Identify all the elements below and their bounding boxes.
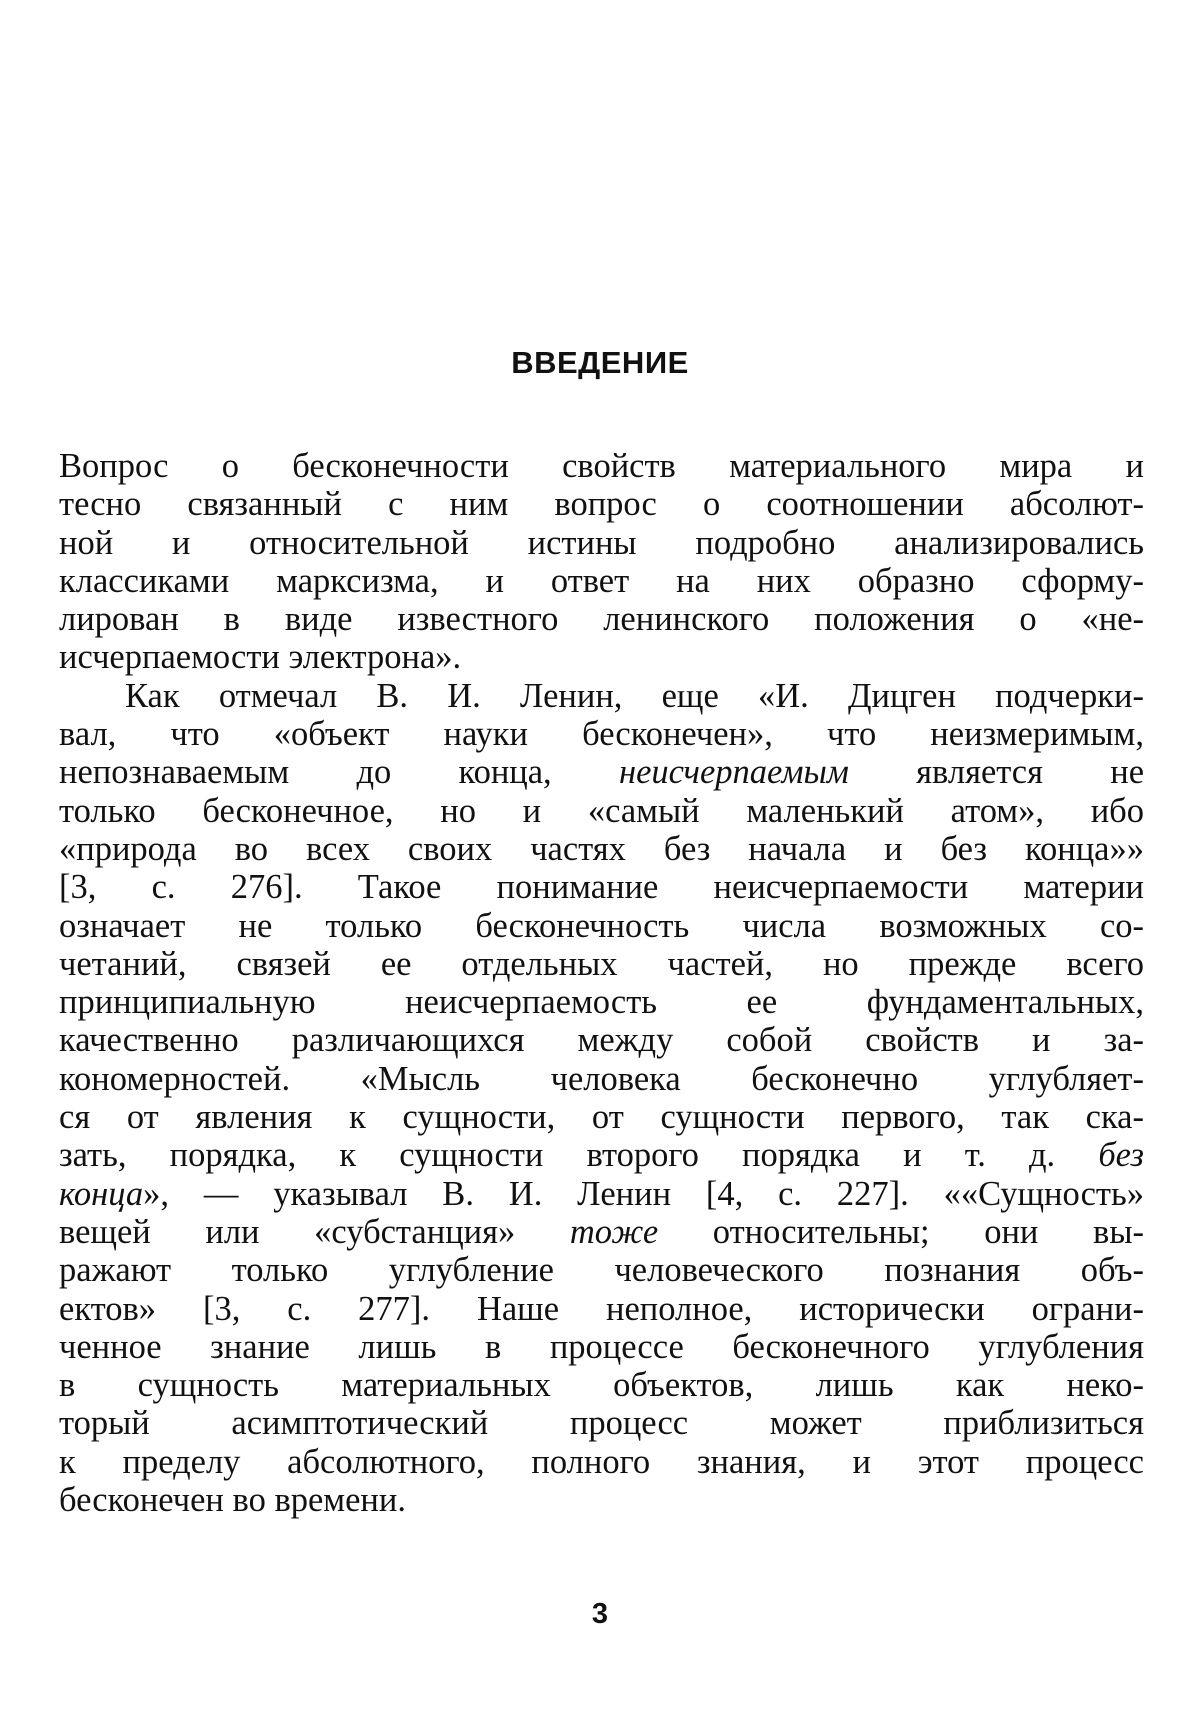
- italic-emphasis: тоже: [569, 1212, 659, 1251]
- italic-emphasis: без: [1098, 1136, 1144, 1175]
- text-line: тесно связанный с ним вопрос о соотношении абсолют-: [59, 485, 1144, 524]
- paragraph-1: [59, 447, 1144, 677]
- text-line: [3, с. 276]. Такое понимание неисчерпаемости материи: [59, 868, 1144, 907]
- italic-emphasis: неисчерпаемым: [618, 753, 849, 792]
- text-line: кономерностей. «Мысль человека бесконечно углубляет-: [59, 1059, 1144, 1098]
- text-line: «природа во всех своих частях без начала и без конца»»: [59, 829, 1144, 868]
- text-line: означает не только бесконечность числа возможных со-: [59, 906, 1144, 945]
- text-line: классиками марксизма, и ответ на них образно сформу-: [59, 561, 1144, 600]
- text-line: [59, 1136, 1144, 1174]
- text-line: [59, 1175, 1144, 1213]
- page-number: 3: [591, 1598, 609, 1630]
- body-text: [59, 447, 1144, 1519]
- italic-emphasis: конца: [59, 1174, 144, 1213]
- text-line: только бесконечное, но и «самый маленький атом», ибо: [59, 791, 1144, 830]
- text-run: », — указывал В. И. Ленин [4, с. 227]. ««Сущность»: [143, 1174, 1144, 1213]
- text-run: непознаваемым до конца,: [59, 753, 619, 792]
- text-line: ражают только углубление человеческого познания объ-: [59, 1251, 1144, 1290]
- text-line: качественно различающихся между собой свойств и за-: [59, 1021, 1144, 1060]
- chapter-heading: ВВЕДЕНИЕ: [511, 345, 689, 380]
- text-line: ченное знание лишь в процессе бесконечного углубления: [59, 1327, 1144, 1366]
- text-run: вещей или «субстанция»: [59, 1212, 570, 1251]
- text-line: принципиальную неисчерпаемость ее фундаментальных,: [59, 983, 1144, 1022]
- text-run: относительны; они вы-: [658, 1212, 1144, 1251]
- text-run: является не: [848, 753, 1144, 792]
- text-line: ной и относительной истины подробно анализировались: [59, 523, 1144, 562]
- text-line: Вопрос о бесконечности свойств материального мира и: [59, 447, 1144, 485]
- text-line: [59, 1213, 1144, 1251]
- text-line: Как отмечал В. И. Ленин, еще «И. Дицген подчерки-: [125, 676, 1144, 715]
- text-line: ся от явления к сущности, от сущности первого, так ска-: [59, 1098, 1144, 1137]
- paragraph-2: [59, 677, 1144, 1520]
- text-line: торый асимптотический процесс может приблизиться: [59, 1404, 1144, 1443]
- text-line: [59, 753, 1144, 791]
- text-line: исчерпаемости электрона».: [59, 638, 462, 677]
- text-line: вал, что «объект науки бесконечен», что неизмеримым,: [59, 715, 1144, 754]
- text-run: зать, порядка, к сущности второго порядка и т. д.: [59, 1136, 1099, 1175]
- text-line: четаний, связей ее отдельных частей, но прежде всего: [59, 944, 1144, 983]
- text-line: к пределу абсолютного, полного знания, и этот процесс: [59, 1442, 1144, 1481]
- text-line: в сущность материальных объектов, лишь как неко-: [59, 1366, 1144, 1405]
- text-line: лирован в виде известного ленинского положения о «не-: [59, 600, 1144, 639]
- text-line: ектов» [3, с. 277]. Наше неполное, исторически ограни-: [59, 1289, 1144, 1328]
- text-line: бесконечен во времени.: [59, 1481, 406, 1520]
